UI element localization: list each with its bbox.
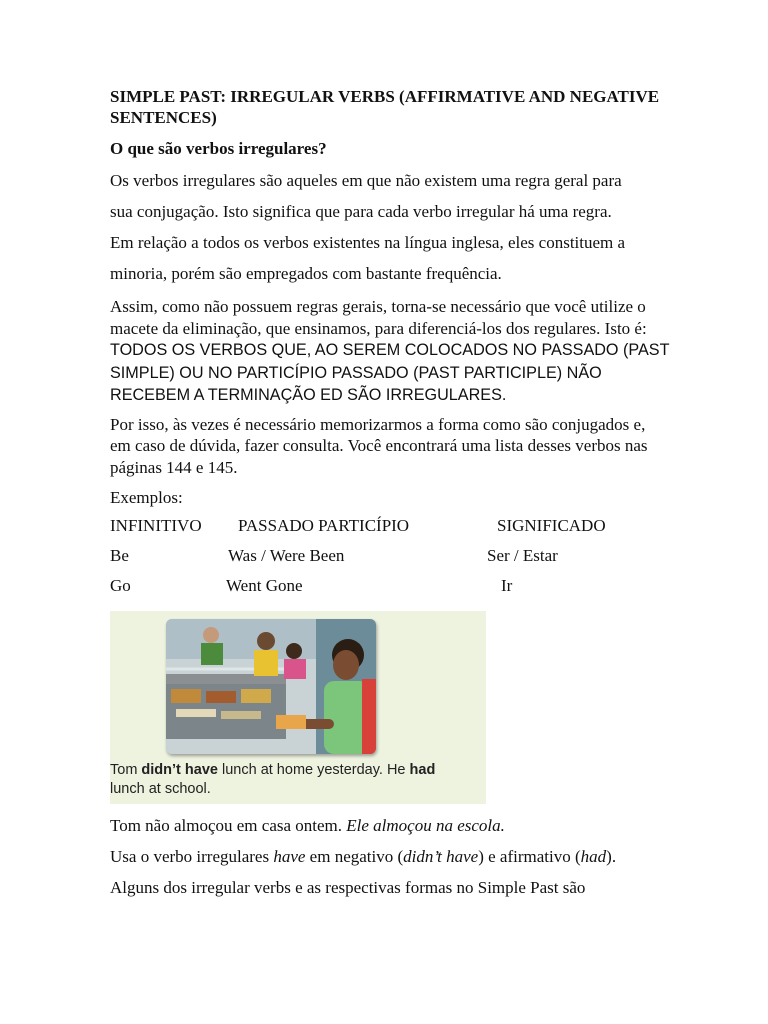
- usage-italic-1: have: [273, 846, 306, 866]
- caption-text-2: lunch at home yesterday. He: [217, 761, 410, 778]
- textbook-figure: [110, 611, 486, 804]
- table-row: [110, 571, 670, 601]
- paragraph-1-line-1: Os verbos irregulares são aqueles em que não existem uma regra geral para: [110, 171, 622, 190]
- usage-text-1: Usa o verbo irregulares: [110, 846, 274, 866]
- caption-text-3: lunch at school.: [110, 780, 211, 797]
- caption-text-1: Tom: [110, 761, 142, 778]
- paragraph-2-line-2: minoria, porém são empregados com bastante frequência.: [110, 264, 502, 283]
- translation-italic: Ele almoçou na escola.: [346, 815, 505, 835]
- table-row: [110, 541, 670, 571]
- last-paragraph: Alguns dos irregular verbs e as respectivas formas no Simple Past são: [110, 877, 586, 897]
- cell-infinitive: Be: [110, 545, 129, 565]
- figure-caption: [110, 761, 486, 799]
- usage-italic-2: didn’t have: [403, 846, 479, 866]
- translation-line: [110, 815, 670, 836]
- cafeteria-illustration: [166, 619, 376, 754]
- paragraph-3-intro: Assim, como não possuem regras gerais, torna-se necessário que você utilize o macete da eliminação, que ensinamos, para diferenciá-los dos regulares. Isto é:: [110, 297, 647, 338]
- usage-line: [110, 846, 670, 867]
- paragraph-3-caps: TODOS OS VERBOS QUE, AO SEREM COLOCADOS NO PASSADO (PAST SIMPLE) OU NO PARTICÍPIO PASSADO (PAST PARTICIPLE) NÃO RECEBEM A TERMINAÇÃO ED SÃO IRREGULARES.: [110, 341, 670, 404]
- usage-text-3: ) e afirmativo (: [478, 846, 581, 866]
- caption-bold-2: had: [409, 761, 436, 778]
- header-passado-participio: PASSADO PARTICÍPIO: [238, 515, 410, 535]
- cell-meaning: Ir: [501, 575, 513, 595]
- header-significado: SIGNIFICADO: [497, 515, 606, 535]
- verb-table: [110, 511, 670, 601]
- cell-infinitive: Go: [110, 575, 131, 595]
- translation-normal: Tom não almoçou em casa ontem.: [110, 815, 347, 835]
- paragraph-2-line-1: Em relação a todos os verbos existentes na língua inglesa, eles constituem a: [110, 233, 626, 252]
- caption-bold-1: didn’t have: [141, 761, 218, 778]
- cell-past-participle: Was / Were Been: [228, 545, 345, 565]
- paragraph-4: Por isso, às vezes é necessário memorizarmos a forma como são conjugados e, em caso de dúvida, fazer consulta. Você encontrará uma lista desses verbos nas páginas 144 e 145.: [110, 414, 648, 477]
- cafeteria-photo: [166, 619, 376, 754]
- paragraph-1-line-2: sua conjugação. Isto significa que para cada verbo irregular há uma regra.: [110, 202, 612, 221]
- usage-text-4: ).: [606, 846, 617, 866]
- document-title: SIMPLE PAST: IRREGULAR VERBS (AFFIRMATIVE AND NEGATIVE SENTENCES): [110, 87, 660, 127]
- header-infinitivo: INFINITIVO: [110, 515, 202, 535]
- paragraph-3: [110, 296, 670, 407]
- usage-italic-3: had: [580, 846, 607, 866]
- document-page: [110, 86, 670, 898]
- cell-meaning: Ser / Estar: [487, 545, 558, 565]
- section-heading: O que são verbos irregulares?: [110, 139, 327, 158]
- usage-text-2: em negativo (: [305, 846, 404, 866]
- examples-label: Exemplos:: [110, 488, 183, 507]
- cell-past-participle: Went Gone: [226, 575, 303, 595]
- verb-table-header: [110, 511, 670, 541]
